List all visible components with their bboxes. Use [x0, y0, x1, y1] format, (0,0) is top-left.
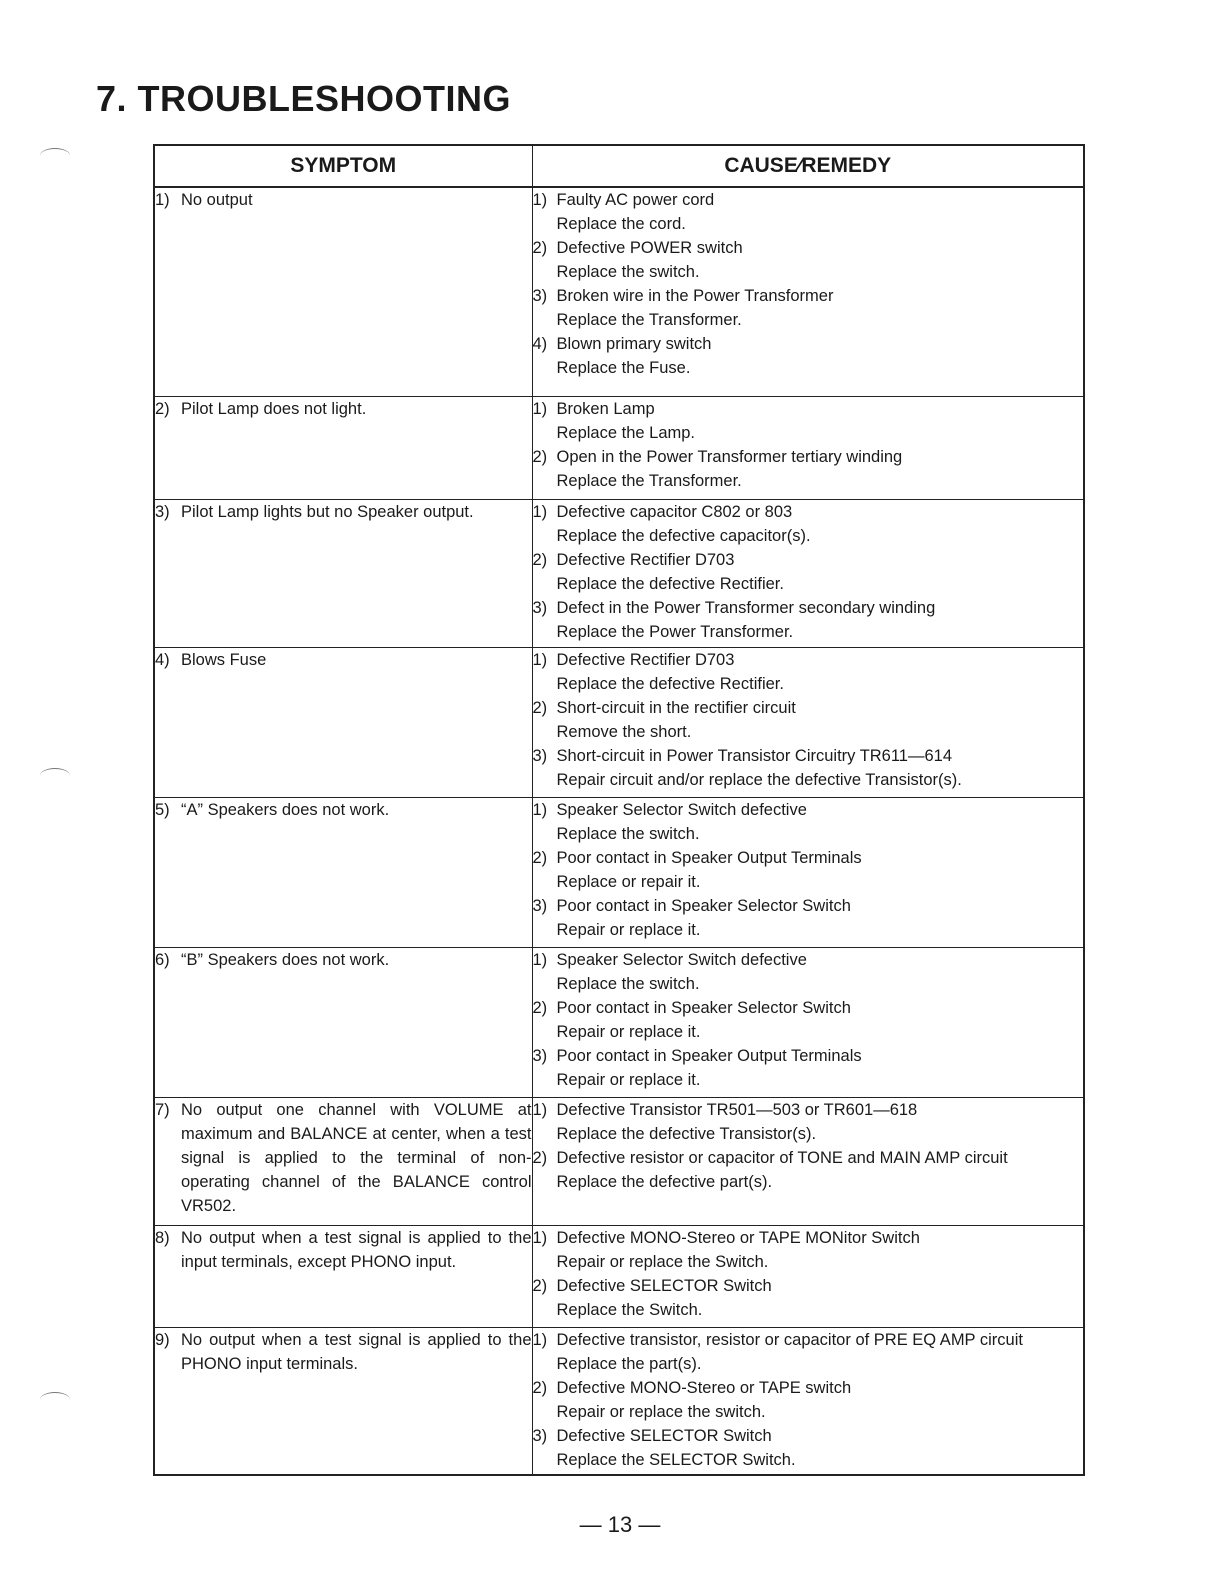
symptom-number: 9)	[155, 1330, 170, 1349]
cause-item	[533, 1098, 1084, 1146]
symptom-entry	[155, 1328, 532, 1376]
cause-number: 3)	[532, 746, 548, 765]
symptom-number: 8)	[155, 1228, 170, 1247]
symptom-cell	[154, 1327, 532, 1475]
cause-number: 3)	[532, 598, 548, 617]
cause-remedy-cell	[532, 499, 1084, 647]
cause-text: Defective MONO-Stereo or TAPE MONitor Switch	[556, 1228, 920, 1247]
symptom-cell	[154, 647, 532, 797]
cause-item	[533, 596, 1084, 644]
remedy-text: Replace the part(s).	[556, 1354, 702, 1373]
cause-item	[533, 846, 1084, 894]
symptom-cell	[154, 187, 532, 396]
table-row	[154, 1097, 1084, 1225]
cause-text: Defective transistor, resistor or capacitor of PRE EQ AMP circuit	[556, 1330, 1023, 1349]
symptom-text: “B” Speakers does not work.	[181, 950, 390, 969]
cause-body	[557, 284, 1084, 332]
cause-item	[533, 1226, 1084, 1274]
troubleshooting-table	[153, 144, 1085, 1476]
cause-body	[557, 596, 1084, 644]
remedy-text: Replace the Lamp.	[556, 423, 696, 442]
cause-number: 3)	[532, 287, 548, 305]
cause-text: Defect in the Power Transformer secondary winding	[556, 598, 936, 617]
cause-body	[557, 1146, 1084, 1194]
symptom-cell	[154, 1097, 532, 1225]
cause-remedy-cell	[532, 1097, 1084, 1225]
symptom-number: 1)	[155, 191, 170, 209]
cause-text: Broken Lamp	[556, 399, 655, 418]
table-row	[154, 797, 1084, 947]
cause-number: 3)	[532, 1046, 548, 1065]
remedy-text: Replace the switch.	[556, 263, 700, 281]
cause-number: 1)	[532, 1228, 548, 1247]
remedy-text: Replace the defective Rectifier.	[556, 574, 784, 593]
symptom-text: No output when a test signal is applied to the PHONO input terminals.	[181, 1330, 532, 1373]
cause-text: Short-circuit in Power Transistor Circuitry TR611—614	[556, 746, 953, 765]
page-number: — 13 —	[579, 1512, 661, 1537]
remedy-text: Replace the Transformer.	[556, 471, 742, 490]
symptom-entry	[155, 397, 532, 421]
remedy-text: Replace the switch.	[556, 974, 700, 993]
cause-remedy-cell	[532, 187, 1084, 396]
remedy-text: Replace the defective Rectifier.	[556, 674, 784, 693]
cause-item	[533, 188, 1084, 236]
cause-item	[533, 236, 1084, 284]
cause-text: Speaker Selector Switch defective	[556, 950, 807, 969]
cause-item	[533, 284, 1084, 332]
symptom-entry	[155, 188, 532, 212]
symptom-cell	[154, 947, 532, 1097]
cause-body	[557, 548, 1084, 596]
symptom-text: Pilot Lamp does not light.	[181, 399, 367, 418]
cause-text: Defective resistor or capacitor of TONE and MAIN AMP circuit	[556, 1148, 1008, 1167]
symptom-entry	[155, 500, 532, 524]
cause-item	[533, 548, 1084, 596]
remedy-text: Replace the Transformer.	[556, 311, 742, 329]
cause-text: Defective Rectifier D703	[556, 650, 735, 669]
symptom-text: No output	[181, 191, 253, 209]
cause-number: 1)	[532, 950, 548, 969]
cause-item	[533, 894, 1084, 942]
symptom-text: Pilot Lamp lights but no Speaker output.	[181, 502, 474, 521]
cause-body	[557, 332, 1084, 380]
cause-text: Poor contact in Speaker Selector Switch	[556, 998, 851, 1017]
cause-remedy-cell	[532, 797, 1084, 947]
cause-item	[533, 996, 1084, 1044]
cause-item	[533, 1044, 1084, 1092]
binder-hole-mark	[40, 768, 70, 783]
cause-item	[533, 744, 1084, 792]
cause-body	[557, 996, 1084, 1044]
cause-body	[557, 445, 1084, 493]
cause-body	[557, 948, 1084, 996]
cause-text: Defective SELECTOR Switch	[556, 1426, 772, 1445]
remedy-text: Remove the short.	[556, 722, 692, 741]
cause-item	[533, 445, 1084, 493]
cause-remedy-header: CAUSE∕REMEDY	[532, 145, 1084, 187]
cause-number: 2)	[532, 1148, 548, 1167]
remedy-text: Replace the Switch.	[556, 1300, 703, 1319]
cause-number: 2)	[532, 239, 548, 257]
symptom-text: No output when a test signal is applied to the input terminals, except PHONO input.	[181, 1228, 532, 1271]
remedy-text: Repair or replace it.	[556, 1022, 701, 1041]
cause-body	[557, 1274, 1084, 1322]
remedy-text: Replace or repair it.	[556, 872, 701, 891]
table-row	[154, 187, 1084, 396]
symptom-text: No output one channel with VOLUME at maximum and BALANCE at center, when a test signal is applied to the terminal of non-operating channel of the BALANCE control VR502.	[181, 1100, 532, 1215]
cause-text: Poor contact in Speaker Output Terminals	[556, 1046, 862, 1065]
cause-number: 2)	[532, 998, 548, 1017]
cause-body	[557, 798, 1084, 846]
cause-remedy-cell	[532, 396, 1084, 499]
symptom-cell	[154, 396, 532, 499]
symptom-text: “A” Speakers does not work.	[181, 800, 390, 819]
remedy-text: Replace the Power Transformer.	[556, 622, 794, 641]
cause-remedy-cell	[532, 1327, 1084, 1475]
symptom-cell	[154, 1225, 532, 1327]
cause-body	[557, 1376, 1084, 1424]
symptom-entry	[155, 1226, 532, 1274]
table-row	[154, 947, 1084, 1097]
symptom-entry	[155, 1098, 532, 1218]
symptom-entry	[155, 948, 532, 972]
cause-body	[557, 188, 1084, 236]
cause-text: Broken wire in the Power Transformer	[556, 287, 834, 305]
cause-body	[557, 1424, 1084, 1472]
symptom-text: Blows Fuse	[181, 650, 267, 669]
cause-body	[557, 1098, 1084, 1146]
symptom-number: 6)	[155, 950, 170, 969]
cause-item	[533, 948, 1084, 996]
cause-number: 1)	[532, 800, 548, 819]
cause-number: 2)	[532, 698, 548, 717]
cause-number: 2)	[532, 550, 548, 569]
remedy-text: Replace the defective part(s).	[556, 1172, 773, 1191]
cause-number: 2)	[532, 1378, 548, 1397]
cause-text: Short-circuit in the rectifier circuit	[556, 698, 796, 717]
cause-item	[533, 1376, 1084, 1424]
cause-number: 2)	[532, 1276, 548, 1295]
remedy-text: Repair or replace the switch.	[556, 1402, 766, 1421]
cause-body	[557, 744, 1084, 792]
cause-text: Poor contact in Speaker Output Terminals	[556, 848, 862, 867]
symptom-header: SYMPTOM	[154, 145, 532, 187]
cause-body	[557, 1226, 1084, 1274]
cause-text: Speaker Selector Switch defective	[556, 800, 807, 819]
cause-body	[557, 1044, 1084, 1092]
cause-number: 1)	[532, 1330, 548, 1349]
cause-body	[557, 846, 1084, 894]
cause-number: 1)	[532, 1100, 548, 1119]
cause-number: 3)	[532, 896, 548, 915]
cause-text: Poor contact in Speaker Selector Switch	[556, 896, 851, 915]
table-row	[154, 499, 1084, 647]
cause-remedy-cell	[532, 1225, 1084, 1327]
cause-text: Defective Rectifier D703	[556, 550, 735, 569]
cause-text: Defective capacitor C802 or 803	[556, 502, 793, 521]
cause-item	[533, 648, 1084, 696]
cause-text: Defective SELECTOR Switch	[556, 1276, 772, 1295]
cause-number: 1)	[532, 650, 548, 669]
table-body	[154, 187, 1084, 1475]
cause-body	[557, 397, 1084, 445]
remedy-text: Repair or replace it.	[556, 920, 701, 939]
cause-remedy-cell	[532, 947, 1084, 1097]
cause-number: 1)	[532, 191, 548, 209]
cause-body	[557, 236, 1084, 284]
symptom-entry	[155, 648, 532, 672]
cause-text: Open in the Power Transformer tertiary winding	[556, 447, 903, 466]
cause-body	[557, 500, 1084, 548]
cause-body	[557, 894, 1084, 942]
remedy-text: Repair or replace the Switch.	[556, 1252, 769, 1271]
table-row	[154, 1327, 1084, 1475]
remedy-text: Replace the switch.	[556, 824, 700, 843]
symptom-number: 4)	[155, 650, 170, 669]
table-row	[154, 1225, 1084, 1327]
cause-item	[533, 798, 1084, 846]
symptom-number: 7)	[155, 1100, 170, 1119]
cause-item	[533, 696, 1084, 744]
cause-item	[533, 1424, 1084, 1472]
symptom-number: 5)	[155, 800, 170, 819]
cause-item	[533, 1274, 1084, 1322]
remedy-text: Repair or replace it.	[556, 1070, 701, 1089]
page-title: 7. TROUBLESHOOTING	[96, 78, 512, 119]
cause-remedy-cell	[532, 647, 1084, 797]
cause-item	[533, 500, 1084, 548]
remedy-text: Replace the SELECTOR Switch.	[556, 1450, 796, 1469]
table-header-row	[154, 145, 1084, 187]
cause-body	[557, 648, 1084, 696]
cause-number: 4)	[532, 335, 548, 353]
cause-text: Defective POWER switch	[556, 239, 743, 257]
cause-body	[557, 1328, 1084, 1376]
cause-number: 1)	[532, 502, 548, 521]
cause-item	[533, 1328, 1084, 1376]
cause-item	[533, 397, 1084, 445]
symptom-cell	[154, 797, 532, 947]
cause-text: Defective MONO-Stereo or TAPE switch	[556, 1378, 852, 1397]
cause-number: 3)	[532, 1426, 548, 1445]
symptom-number: 2)	[155, 399, 170, 418]
remedy-text: Replace the Fuse.	[556, 359, 691, 377]
cause-number: 2)	[532, 447, 548, 466]
cause-item	[533, 332, 1084, 380]
remedy-text: Replace the defective Transistor(s).	[556, 1124, 817, 1143]
remedy-text: Replace the cord.	[556, 215, 686, 233]
remedy-text: Repair circuit and/or replace the defective Transistor(s).	[556, 770, 962, 789]
symptom-number: 3)	[155, 502, 170, 521]
cause-number: 1)	[532, 399, 548, 418]
cause-number: 2)	[532, 848, 548, 867]
table-row	[154, 396, 1084, 499]
table-row	[154, 647, 1084, 797]
binder-hole-mark	[40, 148, 70, 163]
symptom-entry	[155, 798, 532, 822]
remedy-text: Replace the defective capacitor(s).	[556, 526, 811, 545]
cause-text: Faulty AC power cord	[556, 191, 715, 209]
binder-hole-mark	[40, 1392, 70, 1407]
symptom-cell	[154, 499, 532, 647]
cause-text: Blown primary switch	[556, 335, 712, 353]
cause-text: Defective Transistor TR501—503 or TR601—618	[556, 1100, 918, 1119]
cause-item	[533, 1146, 1084, 1194]
cause-body	[557, 696, 1084, 744]
